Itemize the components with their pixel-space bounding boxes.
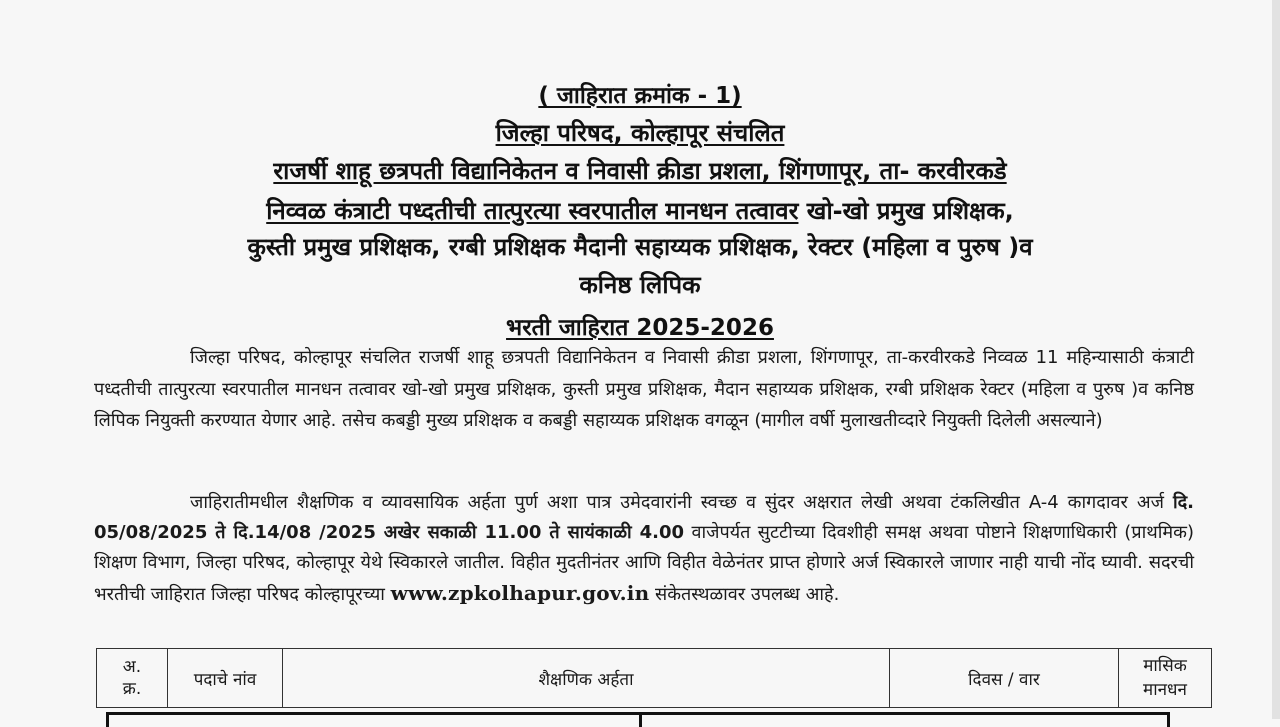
page-edge xyxy=(1272,0,1280,719)
posts-heading-cont: कनिष्ठ लिपिक xyxy=(579,271,701,299)
posts-table-header xyxy=(96,648,1212,708)
post-name-header: पदाचे नांव xyxy=(168,649,283,708)
website-link[interactable]: www.zpkolhapur.gov.in xyxy=(390,581,650,605)
school-heading: राजर्षी शाहू छत्रपती विद्यानिकेतन व निवासी क्रीडा प्रशला, शिंगणापूर, ता- करवीरकडे xyxy=(273,157,1007,185)
recruitment-title: भरती जाहिरात 2025-2026 xyxy=(506,315,774,341)
application-dates: दि. 05/08/2025 ते दि.14/08 /2025 अखेर सकाळी 11.00 ते सायंकाळी 4.00 xyxy=(94,492,1194,543)
serial-no-header: अ. क्र. xyxy=(97,649,168,708)
table-overlap-edge xyxy=(106,712,1170,727)
posts-heading: कुस्ती प्रमुख प्रशिक्षक, रग्बी प्रशिक्षक मैदानी सहाय्यक प्रशिक्षक, रेक्टर (महिला व पुरुष )व xyxy=(247,233,1033,261)
qualification-header: शैक्षणिक अर्हता xyxy=(283,649,890,708)
ad-number-heading: ( जाहिरात क्रमांक - 1) xyxy=(538,83,742,109)
contract-heading xyxy=(0,194,1280,227)
posts-part1: खो-खो प्रमुख प्रशिक्षक, xyxy=(798,197,1014,225)
days-header: दिवस / वार xyxy=(890,649,1119,708)
application-paragraph: जाहिरातीमधील शैक्षणिक व व्यावसायिक अर्हता पुर्ण अशा पात्र उमेदवारांनी स्वच्छ व सुंदर अक्षरात लेखी अथवा टंकलिखीत A-4 कागदावर अर्ज दि. 05/08/2025 ते दि.14/08 /2025 अखेर सकाळी 11.00 ते सायंकाळी 4.00 वाजेपर्यत सुटटीच्या दिवशीही समक्ष अथवा पोष्टाने शिक्षणाधिकारी (प्राथमिक) शिक्षण विभाग, जिल्हा परिषद, कोल्हापूर येथे स्विकारले जातील. विहीत मुदतीनंतर आणि विहीत वेळेनंतर प्राप्त होणारे अर्ज स्विकारले जाणार नाही याची नोंद घ्यावी. सदरची भरतीची जाहिरात जिल्हा परिषद कोल्हापूरच्या www.zpkolhapur.gov.in संकेतस्थळावर उपलब्ध आहे. xyxy=(94,492,1195,605)
contract-terms: निव्वळ कंत्राटी पध्दतीची तात्पुरत्या स्वरपातील मानधन तत्वावर xyxy=(266,197,799,225)
organization-heading: जिल्हा परिषद, कोल्हापूर संचलित xyxy=(495,119,785,147)
intro-paragraph: जिल्हा परिषद, कोल्हापूर संचलित राजर्षी शाहू छत्रपती विद्यानिकेतन व निवासी क्रीडा प्रशला, शिंगणापूर, ता-करवीरकडे निव्वळ 11 महिन्यासाठी कंत्राटी पध्दतीची तात्पुरत्या स्वरपातील मानधन तत्वावर खो-खो प्रमुख प्रशिक्षक, कुस्ती प्रमुख प्रशिक्षक, मैदान सहाय्यक प्रशिक्षक, रग्बी प्रशिक्षक रेक्टर (महिला व पुरुष )व कनिष्ठ लिपिक नियुक्ती करण्यात येणार आहे. तसेच कबड्डी मुख्य प्रशिक्षक व कबड्डी सहाय्यक प्रशिक्षक वगळून (मागील वर्षी मुलाखतीव्दारे नियुक्ती दिलेली असल्याने) xyxy=(94,347,1194,431)
salary-header: मासिक मानधन xyxy=(1119,649,1212,708)
